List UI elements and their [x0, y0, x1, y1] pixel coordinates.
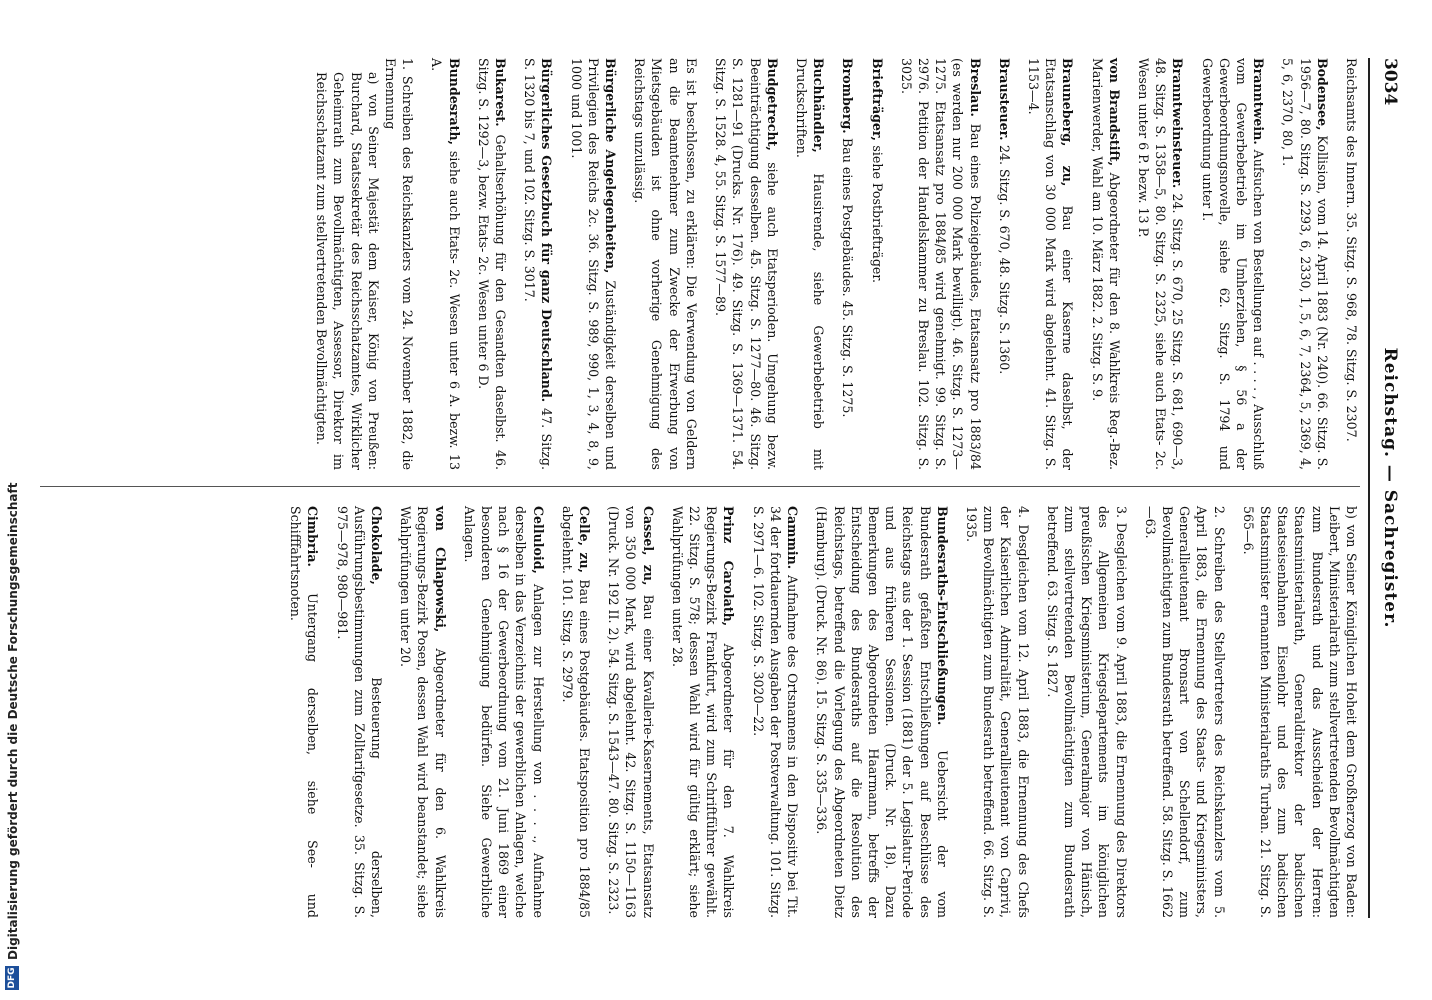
entry-keyword: Cassel, zu, [640, 506, 656, 595]
entry-text: Abgeordneter für den 8. Wahlkreis Reg.-Bez. Marienwerder, Wahl am 10. März 1882. 2. Sitzg. S. 9. [1089, 58, 1122, 471]
index-entry [521, 58, 555, 470]
index-entry [868, 58, 885, 470]
entry-text: siehe auch Etats- 2c. Wesen unter 6 A. bezw. 13 A. [429, 58, 462, 471]
index-entry [1135, 58, 1187, 470]
entry-text: b) von Seiner Königlichen Hoheit dem Großherzog von Baden: Leibert, Ministerialrath zum stellvertretenden Bevollmächtigten zum Bundesrath und das Ausscheiden der Herren: Staatsministerialrath, Generaldirektor der badischen Staatseisenbahnen Eisenlohr und des zum badischen Staatsminister ernannten Ministerialraths Turban. 21. Sitzg. S. 565—6. [1240, 506, 1359, 918]
entry-keyword: von Brandstift, [1106, 58, 1122, 173]
right-column [275, 506, 1360, 918]
entry-text: 3. Desgleichen vom 9. April 1883, die Ernennung des Direktors des Allgemeinen Kriegsdepartements im königlichen preußischen Kriegsministerium, Generalmajor von Hänisch, zum stellvertretenden Bevollmächtigten zum Bundesrath betreffend. 63. Sitzg. S. 1827. [1044, 506, 1129, 918]
entry-text: Aufsuchen von Bestellungen auf . . . . , Ausschluß vom Gewerbebetrieb im Umherziehen, § 56 a der Gewerbeordnungsnovelle, siehe 62. Sitzg. S. 1794 und Gewerbeordnung unter I. [1199, 58, 1267, 470]
entry-keyword: Brausteuer. [996, 58, 1012, 145]
index-entry [1142, 506, 1228, 918]
entry-text: Bau eines Postgebäudes. 45. Sitzg. S. 1275. [840, 138, 856, 418]
index-entry [793, 58, 827, 470]
entry-keyword: Budgetrecht, [764, 58, 780, 163]
entry-keyword: Briefträger, [869, 58, 885, 146]
entry-keyword: Branntwein. [1251, 58, 1267, 150]
index-entry [567, 58, 619, 470]
entry-keyword: Bundesraths-Entschließungen. [934, 506, 950, 751]
entry-keyword: Bodensee, [1314, 58, 1330, 136]
index-entry [712, 58, 781, 470]
digitization-credit [0, 0, 26, 1000]
index-entry [313, 58, 416, 470]
entry-text: 24. Sitzg. S. 670, 48. Sitzg. S. 1360. [996, 144, 1012, 375]
index-entry [1279, 58, 1331, 470]
index-entry [839, 58, 856, 470]
index-entry [1198, 58, 1267, 470]
header-rule [1368, 58, 1370, 918]
left-column [301, 58, 1360, 470]
index-entry [287, 506, 321, 918]
entry-text: Kollision, vom 14. April 1883 (Nr. 240). 66. Sitzg. S. 1956—7, 80. Sitzg. S. 2293, 6, 2330, 1, 5, 6, 7, 2364, 5, 2369, 4, 5, 6, 2370, 80, 1. [1280, 58, 1330, 470]
running-title: Reichstag. — Sachregister. [1380, 347, 1400, 629]
entry-keyword: Bürgerliches Gesetzbuch für ganz Deutschland. [539, 58, 555, 409]
entry-keyword: Chokolade, [369, 506, 385, 678]
index-entry [1025, 58, 1077, 470]
entry-keyword: Branntweinsteuer. [1170, 58, 1186, 194]
index-entry [605, 506, 657, 918]
entry-keyword: Bukarest. [493, 58, 509, 135]
entry-keyword: Buchhändler, [811, 58, 827, 174]
entry-text: Es ist beschlossen, zu erklären: Die Verwendung von Geldern an die Beamtenehmer zum Zwecke der Erwerbung von Mietsgebäuden ist ohne vorherige Genehmigung des Reichstags unzulässig. [632, 58, 699, 470]
entry-text: Abgeordneter für den 6. Wahlkreis Regierungs-Bezirk Posen, dessen Wahl wird beanstandet; siehe Wahlprüfungen unter 20. [398, 506, 448, 918]
entry-text: Bau einer Kaserne daselbst, der Etatsanschlag von 30 000 Mark wird abgelehnt. 41. Sitzg. S. 1153—4. [1025, 58, 1076, 470]
index-entry [631, 58, 700, 470]
entry-text: Anlagen zur Herstellung von . . . ., Aufnahme derselben in das Verzeichnis der gewerblichen Anlagen, welche nach § 16 der Gewerbeordnung vom 21. Juni 1869 einer besonderen Genehmigung bedürfen. Siehe Gewerbliche Anlagen. [461, 506, 546, 918]
index-entry [996, 58, 1013, 470]
entry-text: Abgeordneter für den 7. Wahlkreis Regierungs-Bezirk Frankfurt, wird zum Schriftführer gewählt. 22. Sitzg. S. 578; dessen Wahl wird für gültig erklärt; siehe Wahlprüfungen unter 28. [669, 506, 737, 918]
page-header [1370, 58, 1400, 918]
index-entry [1044, 506, 1130, 918]
entry-keyword: Brauneberg, zu, [1060, 58, 1076, 206]
entry-text: siehe Postbriefträger. [869, 145, 885, 283]
entry-text: Bau eines Postgebäudes. Etatsposition pro 1884/85 abgelehnt. 101. Sitzg. S. 2979. [559, 506, 593, 919]
entry-keyword: Celle, zu, [577, 506, 593, 580]
index-entry [1088, 58, 1122, 470]
entry-text: 2. Schreiben des Stellvertreters des Reichskanzlers vom 5. April 1883, die Ernennung des Staats- und Kriegsministers, Generallieutenant Bronsart von Schellendorf, zum Bevollmächtigten zum Bundesrath betreffend. 58. Sitzg. S. 1662—63. [1142, 506, 1227, 919]
entry-text: Uebersicht der vom Bundesrath gefaßten Entschließungen auf Beschlüsse des Reichstags aus der 1. Session (1881) der 5. Legislatur-Periode und aus früheren Sessionen. (Druck. Nr. 18). Dazu Bemerkungen des Abgeordneten Haarmann, betreffs der Entscheidung des Bundesraths auf die Resolution des Reichstags, betreffend die Vorlegung des Abgeordneten Dietz (Hamburg). (Druck. Nr. 86). 15. Sitzg. S. 335—336. [814, 506, 950, 918]
entry-keyword: Bundesrath, [446, 58, 462, 151]
entry-text: 1. Schreiben des Reichskanzlers vom 24. November 1882, die Ernennung [383, 58, 416, 470]
entry-text: 24. Sitzg. S. 670, 25 Sitzg. S. 681, 690—3, 48. Sitzg. S. 1358—5, 80. Sitzg. S. 2325, siehe auch Etats- 2c. Wesen unter 6 P. bezw. 13 P. [1135, 58, 1186, 470]
index-entry [397, 506, 449, 918]
entry-text: Hausirende, siehe Gewerbebetrieb mit Druckschriften. [793, 58, 827, 470]
index-entry [1240, 506, 1360, 918]
entry-keyword: Bürgerliche Angelegenheiten, [603, 58, 619, 281]
dfg-logo: DFG [7, 967, 17, 989]
index-entry [428, 58, 462, 470]
entry-text: 4. Desgleichen vom 12. April 1883, die Ernennung des Chefs der Kaiserlichen Admiralität, Generallieutenant von Caprivi, zum Bevollmächtigten zum Bundesrath betreffend. 66. Sitzg. S. 1935. [963, 506, 1031, 918]
index-entry [475, 58, 509, 470]
entry-keyword: Cimbria. [305, 506, 321, 594]
entry-keyword: Cammin. [785, 506, 801, 576]
entry-text: Gehaltserhöhung für den Gesandten daselbst. 46. Sitzg. S. 1292—3, bezw. Etats- 2c. Wesen unter 6 D. [475, 58, 509, 470]
page-number: 3034 [1380, 58, 1400, 106]
entry-text: Reichsamts des Innern. 35. Sitzg. S. 968, 78. Sitzg. S. 2307. [1344, 58, 1359, 442]
entry-keyword: Bromberg. [840, 58, 856, 139]
index-entry [750, 506, 802, 918]
index-entry [813, 506, 951, 918]
index-entry [963, 506, 1032, 918]
index-entry [898, 58, 984, 470]
entry-text: Besteuerung derselben, Ausführungsbestimmungen zum Zolltarifgesetze. 35. Sitzg. S. 975—978, 980—981. [334, 506, 385, 918]
entry-text: Bau eines Polizeigebäudes, Etatsansatz pro 1883/84 (es werden nur 200 000 Mark bewilligt). 46. Sitzg. S. 1273—1275. Etatsansatz pro 1884/85 wird genehmigt. 99. Sitzg. S. 2976. Petition der Handelskammer zu Breslau. 102. Sitzg. S. 3025. [898, 58, 983, 470]
entry-subitem: a) von Seiner Majestät dem Kaiser, König von Preußen: Burchard, Staatssekretär des Reichsschatzamtes, Wirklicher Geheimrath zum Bevollmächtigten, Assessor, Direktor im Reichsschatzamt zum stellvertretenden Bevollmächtigten. [314, 72, 381, 470]
index-entry [1343, 58, 1360, 470]
index-entry [333, 506, 385, 918]
entry-text: Aufnahme des Ortsnamens in den Dispositiv bei Tit. 34 der fortdauernden Ausgaben der Postverwaltung. 101. Sitzg. S. 2971—6. 102. Sitzg. S. 3020—22. [750, 506, 801, 918]
credit-text: Digitalisierung gefördert durch die Deutsche Forschungsgemeinschaft [6, 482, 20, 960]
entry-keyword: Celluloid, [530, 506, 546, 584]
entry-text: Bau einer Kavallerie-Kasernements, Etatsansatz von 350 000 Mark, wird abgelehnt. 42. Sitzg. S. 1150—1163 (Druck. Nr. 192 II. 2). 54. Sitzg. S. 1543—47. 80. Sitzg. S. 2323. [606, 506, 656, 918]
index-entry [559, 506, 593, 918]
index-entry [461, 506, 547, 918]
entry-keyword: Breslau. [967, 58, 983, 124]
entry-text: Zuständigkeit derselben und Privilegien des Reichs 2c. 36. Sitzg. S. 989, 990, 1, 3, 4, 8, 9, 1000 und 1001. [568, 58, 619, 470]
entry-keyword: Prinz Carolath, [721, 506, 737, 644]
entry-text: Untergang derselben, siehe See- und Schifffahrtsnoten. [288, 506, 321, 918]
index-entry [669, 506, 738, 918]
entry-text: 47. Sitzg. S. 1320 bis 7, und 102. Sitzg. S. 3017. [522, 58, 555, 470]
entry-keyword: von Chlapowski, [432, 506, 448, 649]
column-divider [40, 486, 1360, 487]
entry-text: siehe auch Etatsperioden. Umgehung bezw. Beeinträchtigung desselben. 45. Sitzg. S. 1277—80. 46. Sitzg. S. 1281—91 (Drucks. Nr. 176). 49. Sitzg. S. 1369—1371. 54. Sitzg. S. 1528. 4, 55. Sitzg. S. 1577—89. [713, 58, 780, 470]
